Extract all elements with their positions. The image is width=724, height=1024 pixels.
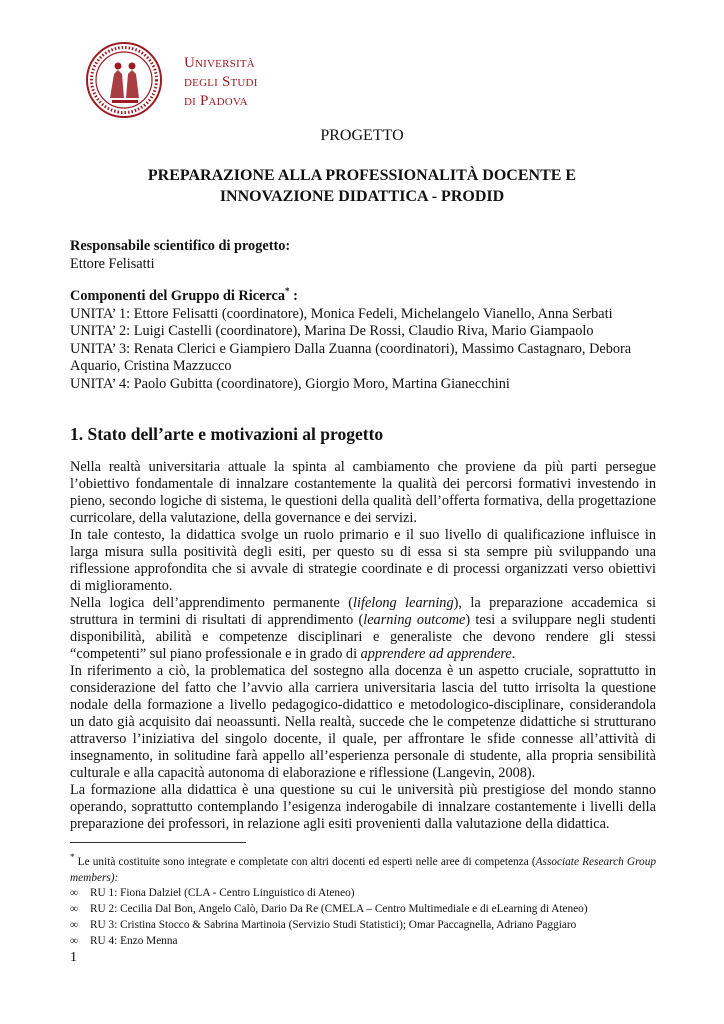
section-body <box>70 459 656 833</box>
infinity-bullet-icon: ∞ <box>70 887 79 900</box>
unit-line: UNITA’ 4: Paolo Gubitta (coordinatore), Giorgio Moro, Martina Gianecchini <box>70 375 510 392</box>
footnote-item <box>70 918 656 934</box>
text-run: . <box>511 646 516 662</box>
unit-line: UNITA’ 3: Renata Clerici e Giampiero Dalla Zuanna (coordinatori), Massimo Castagnaro, Debora Aquario, Cristina Mazzucco <box>70 340 632 375</box>
project-title-line2: INNOVAZIONE DIDATTICA - PRODID <box>219 188 505 205</box>
text-run: ), la preparazione accademica si struttura in termini di risultati di apprendimento ( <box>70 595 656 628</box>
componenti-label-colon: : <box>289 288 298 304</box>
unit-line: UNITA’ 1: Ettore Felisatti (coordinatore), Monica Fedeli, Michelangelo Vianello, Anna Serbati <box>70 305 613 322</box>
project-title-line1: PREPARAZIONE ALLA PROFESSIONALITÀ DOCENTE E <box>147 167 577 184</box>
footnotes <box>70 852 657 949</box>
project-kicker: PROGETTO <box>320 127 404 144</box>
footnote-italic: Associate Research Group members): <box>70 856 657 884</box>
footnote-ref: * <box>285 286 290 297</box>
italic-term: lifelong learning <box>353 595 454 611</box>
text-run: ) tesi a sviluppare negli studenti disponibilità, abilità e competenze disciplinari e generaliste che devono rendere gli stessi “competenti” sul piano professionale e in grado di <box>70 612 656 662</box>
responsabile-name: Ettore Felisatti <box>70 255 155 272</box>
paragraph: In tale contesto, la didattica svolge un ruolo primario e il suo livello di qualificazione influisce in larga misura sulla positività degli esiti, per questo su di essa si sta sempre più sviluppando una riflessione approfondita che si avvale di strategie coordinate e di processi organizzati verso obiettivi di miglioramento. <box>70 527 656 594</box>
responsabile-block <box>70 238 656 273</box>
paragraph <box>70 595 656 663</box>
page-number: 1 <box>70 950 77 965</box>
paragraph: Nella realtà universitaria attuale la spinta al cambiamento che proviene da più parti persegue l’obiettivo fondamentale di innalzare costantemente la qualità dei percorsi formativi investendo in pieno, secondo logiche di sistema, le questioni della qualità dell’offerta formativa, della progettazione curricolare, della valutazione, della governance e dei servizi. <box>70 459 656 526</box>
footnote-separator <box>70 842 246 843</box>
componenti-label-text: Componenti del Gruppo di Ricerca <box>70 288 285 304</box>
componenti-block <box>70 288 656 394</box>
footnote-item-text: RU 1: Fiona Dalziel (CLA - Centro Linguistico di Ateneo) <box>90 887 355 900</box>
section-heading: 1. Stato dell’arte e motivazioni al progetto <box>70 424 384 444</box>
footnote-item <box>70 886 656 902</box>
unit-line: UNITA’ 2: Luigi Castelli (coordinatore), Marina De Rossi, Claudio Riva, Mario Giampaolo <box>70 323 594 340</box>
paragraph: La formazione alla didattica è una questione su cui le università più prestigiose del mondo stanno operando, soprattutto contemplando l’esigenza inderogabile di innalzare costantemente i livelli della preparazione dei professori, in relazione agli esiti provenienti dalla valutazione della didattica. <box>70 782 656 832</box>
footnote-item-text: RU 4: Enzo Menna <box>90 934 178 947</box>
project-title <box>70 165 654 207</box>
infinity-bullet-icon: ∞ <box>70 934 79 947</box>
componenti-label <box>70 288 656 306</box>
university-seal-icon <box>84 40 164 120</box>
paragraph: In riferimento a ciò, la problematica del sostegno alla docenza è un aspetto cruciale, soprattutto in considerazione del fatto che l’avvio alla carriera universitaria lascia del tutto irrisolta la questione nodale della formazione a livello pedagogico-didattico e metodologico-disciplinare, considerandola un dato già acquisito dai neoassunti. Nella realtà, succede che le competenze didattiche si strutturano attraverso l’iniziativa del singolo docente, il quale, per affrontare le sfide connesse all’attività di insegnamento, in solitudine farà appello all’esperienza personale di studente, alla propria sensibilità culturale e alla capacità autonoma di elaborazione e riflessione (Langevin, 2008). <box>70 663 656 781</box>
university-name-line2: degli Studi <box>184 74 258 90</box>
footnote-item-text: RU 3: Cristina Stocco & Sabrina Martinoia (Servizio Studi Statistici); Omar Paccagnella, Adriano Paggiaro <box>90 918 577 931</box>
italic-term: learning outcome <box>363 612 466 628</box>
footnote-text <box>70 852 657 886</box>
university-name-line3: di Padova <box>184 93 248 109</box>
university-name <box>184 54 258 111</box>
footnote-text-run: Le unità costituite sono integrate e completate con altri docenti ed esperti nelle aree di competenza ( <box>74 856 536 868</box>
responsabile-label: Responsabile scientifico di progetto: <box>70 238 291 254</box>
text-run: Nella logica dell’apprendimento permanente ( <box>70 595 354 611</box>
footnote-item <box>70 902 656 918</box>
italic-term: apprendere ad apprendere <box>360 646 512 662</box>
footnote-item-text: RU 2: Cecilia Dal Bon, Angelo Calò, Dario Da Re (CMELA – Centro Multimediale e di eLearning di Ateneo) <box>90 903 588 916</box>
university-logo <box>84 40 264 120</box>
university-name-line1: Università <box>184 55 255 71</box>
infinity-bullet-icon: ∞ <box>70 918 79 931</box>
footnote-item <box>70 934 656 950</box>
footnote-mark: * <box>70 852 75 863</box>
infinity-bullet-icon: ∞ <box>70 903 79 916</box>
